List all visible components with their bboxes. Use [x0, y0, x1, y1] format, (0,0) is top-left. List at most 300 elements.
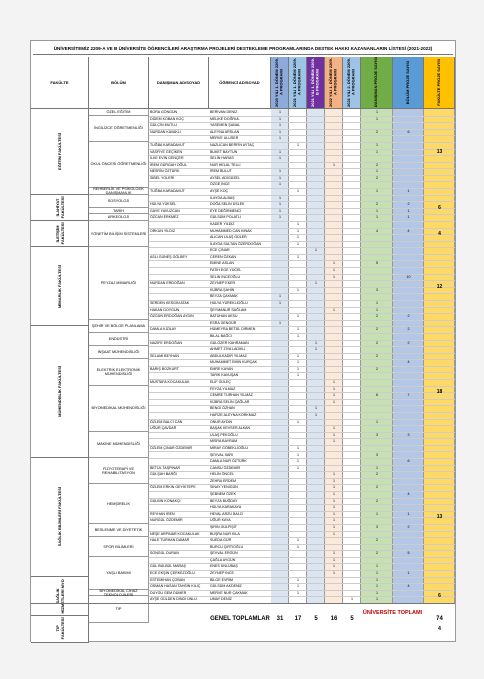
count-cell: 1 [297, 353, 299, 358]
count-cell: 2 [407, 524, 410, 529]
student-cell: BUŞRA NUR KILA [210, 531, 240, 536]
department-cell: OKUL ÖNCESİ ÖĞRETMENLİĞİ [89, 142, 149, 188]
student-cell: EYE DEĞİRMENCİ [210, 208, 242, 213]
header-c2: 2021 YILI 1. DÖNEM 2209-A PROGRAMI [289, 57, 307, 109]
advisor-cell: HALE TURHAN DAMAR [150, 538, 190, 543]
student-cell: KÜBRA ŞAHİN [210, 287, 235, 292]
advisor-cell: ÖZLEM BALCI CAN [150, 419, 183, 424]
count-cell: 2 [376, 551, 378, 556]
student-cell: BERİVAN DENİZ [210, 110, 238, 114]
department-cell: ARKEOLOJİ [89, 214, 149, 221]
advisor-cell: ESTEMİHAN ÇOBAN [150, 577, 185, 582]
student-cell: ŞEBNEM ÖZEK [210, 492, 236, 497]
count-cell: 1 [297, 221, 299, 226]
document-sheet [30, 40, 456, 642]
faculty-cell: TIP FAKÜLTESİ [31, 616, 89, 642]
count-cell: 1 [315, 406, 317, 411]
count-cell: 1 [407, 189, 410, 194]
advisor-cell: REYHAN İREN [150, 511, 175, 516]
count-cell: 1 [297, 445, 299, 450]
advisor-cell: VASFİYE GEÇİKEN [150, 149, 183, 154]
student-cell: BEYZA BUĞDAY [210, 498, 238, 503]
advisor-cell: GÜLÇİN MUTLU [150, 123, 177, 128]
count-cell: 1 [407, 571, 410, 576]
count-cell: 1 [333, 426, 335, 431]
advisor-cell: NURDAN ERDOĞAN [150, 281, 185, 286]
advisor-cell: DAMLA KIZILAY [150, 327, 177, 332]
student-cell: AYSEL ADIGÜZEL [210, 175, 240, 180]
count-cell: 1 [297, 327, 299, 332]
count-cell: 1 [376, 584, 378, 589]
count-cell: 1 [315, 248, 317, 253]
student-cell: ELİF GÜLEÇ [210, 380, 231, 385]
student-cell: ZEYNEP EKER [210, 281, 236, 286]
student-cell: MİSRA BAYRAM [210, 439, 238, 444]
advisor-cell: ECE EKŞİN ÇERKEZOĞLU [150, 571, 195, 576]
advisor-cell: NURDAN KAVAKLI [150, 129, 181, 134]
count-cell: 1 [279, 202, 281, 207]
count-cell: 1 [297, 538, 299, 543]
student-cell: SELİN HARAS [210, 156, 234, 161]
count-cell: 1 [315, 340, 317, 345]
department-cell: İNGİLİZCE ÖĞRETMENLİĞİ [89, 116, 149, 142]
count-cell: 1 [333, 511, 335, 516]
advisor-cell: ASLI GÜNEŞ GÖLBEY [150, 254, 188, 259]
advisor-cell: NEŞE ARPINAR KOCAKULAK [150, 531, 200, 536]
student-cell: ABDULKADİR YILMAZ [210, 353, 247, 358]
student-cell: BİLAL BAĞCI [210, 333, 232, 338]
header-c6: DANIŞMAN PROJE SAYISI [361, 57, 393, 109]
count-cell: 1 [333, 531, 335, 536]
count-cell: 10 [406, 274, 411, 279]
count-cell: 1 [297, 544, 299, 549]
header-advisor: DANIŞMAN AD/SOYAD [149, 57, 209, 109]
count-cell: 1 [376, 110, 378, 114]
department-cell: PEYZAJ MİMARLIĞI [89, 247, 149, 319]
count-cell: 1 [315, 281, 317, 286]
count-cell: 1 [279, 215, 281, 220]
count-cell: 1 [333, 564, 335, 569]
faculty-total: 6 [438, 204, 441, 211]
advisor-cell: AYŞE GÜLDEN DİNDİ ÜNLÜ [150, 597, 197, 602]
count-cell: 1 [376, 597, 378, 602]
header-c8: FAKÜLTE PROJE SAYISI [424, 57, 455, 109]
count-cell: 1 [297, 452, 299, 457]
count-cell: 2 [376, 202, 378, 207]
count-cell: 1 [376, 564, 378, 569]
advisor-cell: DİDEM KOBAN KOÇ [150, 116, 184, 121]
count-cell: 1 [297, 189, 299, 194]
count-cell: 1 [333, 439, 335, 444]
count-cell: 4 [407, 492, 410, 497]
count-cell: 3 [376, 287, 378, 292]
student-cell: EMRE KAYAN [210, 366, 234, 371]
department-cell: ELEKTRİK ELEKTRONİK MÜHENDİSLİĞİ [89, 359, 149, 385]
count-cell: 3 [407, 432, 410, 437]
advisor-cell: ÖZLEM ERKİN GEYİKTEPE [150, 485, 196, 490]
header-student: ÖĞRENCİ AD/SOYAD [209, 57, 271, 109]
advisor-cell: HAKAN DOYGUN [150, 307, 180, 312]
faculty-total: 6 [438, 593, 441, 600]
count-cell: 1 [297, 142, 299, 147]
header-c4: 2022 YILI 1. DÖNEM 2209-A PROGRAMI [325, 57, 343, 109]
count-cell: 3 [376, 452, 378, 457]
total-c4: 16 [330, 616, 338, 622]
count-cell: 1 [297, 235, 299, 240]
department-cell: TIP [89, 596, 149, 622]
count-cell: 1 [376, 189, 378, 194]
department-cell: BİYOMEDİKAL CİHAZ TEKNOLOJİLERİ [89, 590, 149, 597]
student-cell: MERVE NUR ÇAKMAK [210, 590, 248, 595]
count-cell: 2 [407, 327, 410, 332]
count-cell: 6 [376, 393, 378, 398]
count-cell: 2 [376, 162, 378, 167]
student-cell: HAFİZE ALEYNA KORKMAZ [210, 412, 257, 417]
department-cell: İNŞAAT MÜHENDİSLİĞİ [89, 346, 149, 359]
count-cell: 1 [279, 175, 281, 180]
count-cell: 1 [297, 228, 299, 233]
department-cell: YAŞLI BAKIMI [89, 557, 149, 590]
department-cell: REHBERLİK VE PSİKOLOJİK DANIŞMANLIK [89, 188, 149, 195]
count-cell: 1 [333, 268, 335, 273]
student-cell: KADER YILDIZ [210, 221, 235, 226]
advisor-cell: NAZİFE ERDOĞAN [150, 340, 182, 345]
student-cell: SİNAY YENİGÜN [210, 485, 238, 490]
header-c7: BÖLÜM PROJE SAYISI [393, 57, 424, 109]
faculty-cell: EĞİTİM FAKÜLTESİ [31, 109, 89, 195]
advisor-cell: BORA GÖNGÜN [150, 110, 178, 114]
count-cell: 1 [333, 524, 335, 529]
department-cell: ÖZEL EĞİTİM [89, 109, 149, 116]
student-cell: CANSU ÖZDEMİR [210, 465, 241, 470]
faculty-total: 13 [436, 148, 443, 155]
student-cell: BENGİ ÖZHAN [210, 406, 235, 411]
header-c5: 2021 YILI 2. DÖNEM 2209-A PROGRAMI [343, 57, 361, 109]
count-cell: 1 [333, 380, 335, 385]
count-cell: 1 [333, 472, 335, 477]
advisor-cell: NESRİN ÖZTÜRK [150, 169, 180, 174]
count-cell: 1 [376, 307, 378, 312]
header-faculty: FAKÜLTE [31, 57, 89, 109]
count-cell: 1 [333, 498, 335, 503]
university-total-label: ÜNİVERSİTE TOPLAMI [362, 610, 423, 616]
count-cell: 1 [297, 584, 299, 589]
count-cell: 1 [315, 412, 317, 417]
student-cell: BUKET BAYTUN [210, 149, 238, 154]
student-cell: DAMLA NUR ÖZTÜRK [210, 459, 247, 464]
count-cell: 1 [297, 465, 299, 470]
header-c1: 2020 YILI 1. DÖNEM 2209-A PROGRAMI [271, 57, 289, 109]
count-cell: 1 [333, 492, 335, 497]
count-cell: 1 [279, 149, 281, 154]
count-cell: 1 [376, 590, 378, 595]
faculty-cell: MÜHENDİSLİK FAKÜLTESİ [31, 326, 89, 458]
count-cell: 1 [279, 182, 281, 187]
count-cell: 1 [376, 511, 378, 516]
advisor-cell: UĞUR ÇAVDAR [150, 426, 177, 431]
advisor-cell: SELAMİ BEYHAN [150, 353, 179, 358]
totals-row [31, 603, 455, 642]
advisor-cell: DUYGU GEM DÜMER [150, 590, 187, 595]
student-cell: ÖZGE İNCE [210, 182, 230, 187]
count-cell: 1 [333, 261, 335, 266]
student-cell: ÇAĞLA AYGÜN [210, 557, 236, 562]
student-cell: SELİN İNCEOĞLU [210, 274, 241, 279]
student-cell: MELİKE DOĞRUL [210, 116, 240, 121]
count-cell: 1 [333, 393, 335, 398]
count-cell: 1 [333, 557, 335, 562]
count-cell: 3 [376, 432, 378, 437]
count-cell: 1 [376, 465, 378, 470]
count-cell: 1 [279, 195, 281, 200]
count-cell: 1 [333, 386, 335, 391]
total-c3: 5 [314, 616, 318, 622]
count-cell: 1 [297, 590, 299, 595]
count-cell: 1 [376, 142, 378, 147]
count-cell: 1 [376, 149, 378, 154]
total-c1: 31 [276, 616, 284, 622]
count-cell: 1 [407, 208, 410, 213]
student-cell: MERVE ULUSER [210, 136, 239, 141]
advisor-cell: GÜLŞAH BARĞI [150, 472, 177, 477]
student-cell: DOĞA SELİN ÜSLEK [210, 202, 245, 207]
department-cell: YÖNETİM BİLİŞİM SİSTEMLERİ [89, 221, 149, 247]
faculty-cell: SAĞLIK HİZMETLERİ MYO [31, 577, 89, 617]
count-cell: 6 [407, 129, 410, 134]
count-cell: 2 [376, 175, 378, 180]
student-cell: TARIK KAVUŞAN [210, 373, 239, 378]
count-cell: 1 [297, 366, 299, 371]
student-cell: İLAYDA SULTAN ÖZERDOĞAN [210, 241, 262, 246]
advisor-cell: GÜLBİN KONAKÇI [150, 498, 181, 503]
student-cell: HÜLYA KARAKAYA [210, 505, 242, 510]
count-cell: 2 [376, 327, 378, 332]
advisor-cell: MUSTAFA KOCAKULAK [150, 380, 190, 385]
advisor-cell: İREM GÜRGAH OĞUL [150, 162, 187, 167]
department-cell: SOSYOLOJİ [89, 195, 149, 208]
student-cell: AHMET ZİYA LADİKLİ [210, 347, 246, 352]
student-cell: ŞEVVAL SARI [210, 452, 233, 457]
advisor-cell: ÖZLEM ÇINAR ÖZDEMİR [150, 445, 193, 450]
student-cell: HÜMEYRA BETÜL DİRMEN [210, 327, 256, 332]
faculty-total: 12 [436, 283, 443, 290]
student-cell: EMİNE ASLAN [210, 261, 234, 266]
count-cell: 2 [376, 340, 378, 345]
count-cell: 1 [279, 116, 281, 121]
advisor-cell: ORKUN YILDIZ [150, 228, 176, 233]
student-cell: BATUHAN AKSU [210, 314, 238, 319]
count-cell: 1 [297, 241, 299, 246]
student-cell: İLAYDA ALBAŞ [210, 195, 235, 200]
count-cell: 1 [333, 307, 335, 312]
student-cell: CEREN ÖZKAN [210, 254, 236, 259]
advisor-cell: SİBEL YOLERİ [150, 175, 175, 180]
advisor-cell: ÖZCAN ERKMEZ [150, 215, 179, 220]
count-cell: 1 [279, 156, 281, 161]
count-cell: 1 [333, 399, 335, 404]
header-department: BÖLÜM [89, 57, 149, 109]
count-cell: 1 [279, 301, 281, 305]
department-cell: SPOR BİLİMLERİ [89, 537, 149, 557]
student-cell: ENES ÜNLÜBAŞ [210, 564, 238, 569]
count-cell: 1 [376, 208, 378, 213]
count-cell: 1 [333, 478, 335, 483]
count-cell: 5 [407, 551, 410, 556]
student-cell: ZEHRA ERDEM [210, 478, 236, 483]
count-cell: 2 [376, 485, 378, 490]
university-total: 74 [436, 616, 443, 622]
count-cell: 2 [376, 472, 378, 477]
department-cell: MAKİNE MÜHENDİSLİĞİ [89, 432, 149, 458]
count-cell: 1 [376, 169, 378, 174]
student-cell: UMAY DENİZ [210, 597, 232, 602]
count-cell: 2 [376, 366, 378, 371]
faculty-total: 13 [436, 514, 443, 521]
advisor-cell: ÖZGÜN ERDOĞAN AYDIN [150, 314, 194, 319]
count-cell: 1 [279, 208, 281, 213]
count-cell: 1 [279, 294, 281, 299]
count-cell: 1 [279, 129, 281, 134]
student-cell: ULAŞ PEKOĞLU [210, 432, 238, 437]
count-cell: 6 [407, 459, 410, 464]
student-cell: ŞİRİN GÜLPİŞİT [210, 524, 237, 529]
count-cell: 1 [297, 577, 299, 582]
count-cell: 1 [407, 511, 410, 516]
student-cell: ESRA GENGÜR [210, 320, 237, 325]
count-cell: 1 [333, 571, 335, 576]
student-cell: BİLGE EVRİM [210, 577, 233, 582]
count-cell: 1 [279, 136, 281, 141]
student-cell: BEYZA ÇAKMAK [210, 294, 238, 299]
department-cell: BESLENME VE DİYETETİK [89, 524, 149, 537]
advisor-cell: NURGÜL ÖZDEMİR [150, 518, 183, 523]
advisor-cell: SONGÜL DURAN [150, 551, 179, 556]
advisor-cell: BETÜL TAŞPINAR [150, 465, 181, 470]
student-cell: UĞUR KAYA [210, 518, 231, 523]
header-c3: 2021 YILI 1. DÖNEM 2209-B PROGRAMI [307, 57, 325, 109]
student-cell: MUHAMMET EMİN KURÇAK [210, 360, 258, 365]
count-cell: 1 [376, 571, 378, 576]
faculty-cell: İLAHİYAT FAKÜLTESİ [31, 195, 89, 221]
student-cell: MİRAY GÖBEKLİOĞLU [210, 445, 249, 450]
advisor-cell: GAYE YAVUZCAN [150, 208, 180, 213]
faculty-cell: SAĞLIK BİLİMLERİ FAKÜLTESİ [31, 458, 89, 577]
count-cell: 3 [376, 524, 378, 529]
count-cell: 4 [407, 584, 410, 589]
count-cell: 1 [407, 215, 410, 220]
advisor-cell: TUĞBA KARADAVUT [150, 189, 185, 194]
advisor-cell: TUĞBA KARADAVUT [150, 142, 185, 147]
count-cell: 1 [376, 301, 378, 305]
student-cell: KÜBRA SELİN ÇAĞLAR [210, 399, 250, 404]
count-cell: 2 [376, 498, 378, 503]
total-c2: 17 [294, 616, 302, 622]
count-cell: 1 [376, 577, 378, 582]
count-cell: 7 [407, 393, 410, 398]
student-cell: ŞEYMANUR SAĞLAM [210, 307, 247, 312]
advisor-cell: HÜLYA YÜKSEL [150, 202, 177, 207]
student-cell: ALİCAN ULAŞ GÜLER [210, 235, 247, 240]
document-title: ÜNİVERSİTEMİZ 2209-A VE B ÜNİVERSİTE ÖĞRENCİLERİ ARAŞTIRMA PROJELERİ DESTEKLEME PROGRAMLARINDA DESTEK HAKKI KAZANANLARIN LİSTESİ (2021-2022) [33, 44, 453, 55]
count-cell: 1 [297, 373, 299, 378]
count-cell: 2 [376, 314, 378, 319]
student-cell: FEYZA YILMAZ [210, 386, 236, 391]
total-c5: 5 [350, 616, 354, 622]
department-cell: ENDÜSTRİ [89, 333, 149, 346]
department-cell: BİYOMEDİKAL MÜHENDİSLİĞİ [89, 386, 149, 432]
advisor-cell: OSMAN HASAN TAHSİN KILIÇ [150, 584, 201, 589]
student-cell: BAŞAK KEVSER ALKAN [210, 426, 251, 431]
student-cell: HÜLYA YÜREKLİOĞLU [210, 301, 248, 305]
count-cell: 1 [333, 274, 335, 279]
count-cell: 1 [297, 287, 299, 292]
count-cell: 2 [376, 538, 378, 543]
count-cell: 1 [297, 419, 299, 424]
student-cell: NAZLICAN BERFİN AYTAÇ [210, 142, 255, 147]
count-cell: 1 [333, 518, 335, 523]
faculty-total: 4 [438, 626, 441, 633]
count-cell: 1 [333, 432, 335, 437]
student-cell: GÜLSÜM POLATLI [210, 215, 241, 220]
student-cell: FATİH EGE YÜCEL [210, 268, 242, 273]
department-cell: TARİH [89, 208, 149, 215]
count-cell: 1 [333, 485, 335, 490]
advisor-cell: GÜL BÜLBÜL MARAŞ [150, 564, 186, 569]
student-cell: ONUR AYDIN [210, 419, 233, 424]
student-cell: HELİN ÖNCEL [210, 472, 234, 477]
count-cell: 1 [297, 254, 299, 259]
count-cell: 1 [376, 419, 378, 424]
totals-label: GENEL TOPLAMLAR [210, 616, 270, 622]
count-cell: 1 [351, 597, 353, 602]
count-cell: 1 [297, 360, 299, 365]
count-cell: 1 [376, 215, 378, 220]
student-cell: YASEMEN ŞANAL [210, 123, 241, 128]
count-cell: 4 [376, 228, 378, 233]
count-cell: 1 [297, 314, 299, 319]
count-cell: 4 [407, 228, 410, 233]
student-cell: ZEYNEP İNCE [210, 571, 234, 576]
count-cell: 1 [315, 347, 317, 352]
department-cell: ŞEHİR VE BÖLGE PLANLAMA [89, 320, 149, 333]
faculty-cell: MİMARLIK FAKÜLTESİ [31, 247, 89, 326]
student-cell: AYŞE KOÇ [210, 189, 229, 194]
advisor-cell: SERDEN KESGİN ATAK [150, 301, 190, 305]
count-cell: 1 [376, 116, 378, 121]
faculty-total: 18 [436, 389, 443, 396]
student-cell: GÜLÖZER KAHRAMAN [210, 340, 249, 345]
department-cell: HEMŞİRELİK [89, 484, 149, 524]
count-cell: 1 [279, 123, 281, 128]
advisor-cell: İLKE EVİN GENÇER [150, 156, 184, 161]
count-cell: 1 [279, 110, 281, 114]
student-cell: ŞEVVAL ERGÜN [210, 551, 238, 556]
student-cell: ECE ÇINAR [210, 248, 230, 253]
student-cell: ALEYNA ARSLAN [210, 129, 240, 134]
student-cell: İREM BULUT [210, 169, 232, 174]
student-cell: BURCU ÇIRTIOĞLU [210, 544, 244, 549]
count-cell: 1 [297, 333, 299, 338]
student-cell: GÜLSÜM AKDENİZ [210, 584, 242, 589]
student-cell: SUEDA GÜR [210, 538, 232, 543]
count-cell: 2 [376, 353, 378, 358]
count-cell: 1 [333, 162, 335, 167]
faculty-cell: İLETİŞİM FAKÜLTESİ [31, 221, 89, 247]
advisor-cell: BARIŞ BOZKURT [150, 366, 179, 371]
count-cell: 1 [333, 505, 335, 510]
count-cell: 2 [376, 129, 378, 134]
count-cell: 5 [376, 261, 378, 266]
